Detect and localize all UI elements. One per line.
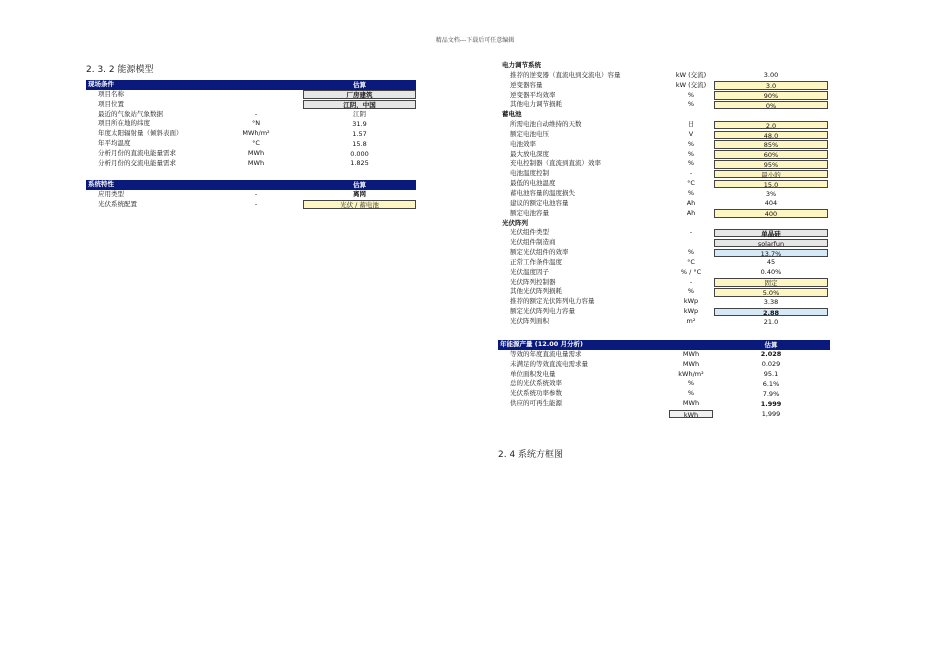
- row-value[interactable]: 0%: [714, 101, 828, 110]
- row-label: 正常工作条件温度: [510, 257, 562, 266]
- row-unit: V: [688, 129, 694, 138]
- table-row: [498, 258, 830, 268]
- row-unit: kW (交流): [675, 70, 707, 79]
- row-label: 逆变器平均效率: [510, 90, 556, 99]
- band-label: 年能源产量 (12.00 月分析): [500, 340, 584, 348]
- row-value[interactable]: 5.0%: [714, 288, 828, 297]
- site-conditions-table: [86, 80, 416, 169]
- table-row: [498, 169, 830, 179]
- row-value[interactable]: 单晶硅: [714, 229, 828, 238]
- row-label: 其他电力调节损耗: [510, 100, 562, 109]
- row-value[interactable]: 95%: [714, 160, 828, 169]
- row-label: 逆变器容量: [510, 80, 543, 89]
- row-label: 额定光伏阵列电力容量: [510, 307, 575, 316]
- row-label: 充电控制器（直流到直流）效率: [510, 159, 601, 168]
- row-value: 0.000: [350, 149, 369, 158]
- row-unit: MWh: [682, 349, 700, 358]
- table-row: [498, 317, 830, 327]
- row-value: 404: [764, 199, 778, 208]
- table-row: [498, 238, 830, 248]
- section-label: 光伏阵列: [502, 218, 528, 227]
- site-conditions-band: [86, 80, 416, 90]
- row-label: 分析月份的直流电能量需求: [98, 148, 176, 157]
- row-value: 0.40%: [760, 268, 782, 277]
- row-value: 离网: [353, 190, 366, 199]
- table-row: [86, 110, 416, 120]
- row-label: 项目位置: [98, 99, 124, 108]
- row-unit: kW (交流): [675, 80, 707, 89]
- row-unit: °C: [687, 179, 695, 188]
- table-row: [498, 150, 830, 160]
- row-label: 最近的气象站气象数据: [98, 109, 163, 118]
- row-unit: %: [687, 379, 695, 388]
- table-row: [498, 297, 830, 307]
- table-row: [86, 129, 416, 139]
- row-unit: °C: [687, 257, 695, 266]
- table-row: [498, 199, 830, 209]
- row-label: 光伏阵列控制器: [510, 277, 556, 286]
- table-row: [86, 90, 416, 100]
- table-row: [86, 139, 416, 149]
- row-value: 2.028: [760, 350, 782, 359]
- row-label: 项目所在地的纬度: [98, 119, 150, 128]
- row-label: 光伏阵列面积: [510, 316, 549, 325]
- row-unit: °N: [251, 119, 261, 128]
- row-value[interactable]: 3.0: [714, 81, 828, 90]
- system-characteristics-table: [86, 180, 416, 210]
- row-unit: %: [687, 389, 695, 398]
- table-row: [498, 287, 830, 297]
- table-row: [498, 140, 830, 150]
- band-label: 现场条件: [88, 80, 114, 88]
- row-label: 电池效率: [510, 139, 536, 148]
- row-value: 江阴: [353, 110, 366, 119]
- table-row: [86, 200, 416, 210]
- row-unit: kWp: [683, 307, 699, 316]
- row-label: 额定光伏组件的效率: [510, 248, 569, 257]
- row-label: 额定电池容量: [510, 208, 549, 217]
- band-label: 系统特性: [88, 180, 114, 188]
- table-row: [498, 209, 830, 219]
- row-unit: Ah: [686, 208, 696, 217]
- row-unit: °C: [252, 139, 260, 148]
- row-unit: -: [689, 169, 693, 178]
- row-unit: -: [254, 109, 258, 118]
- row-value: 0.029: [761, 360, 781, 369]
- table-row: [498, 248, 830, 258]
- row-value: 7.9%: [762, 389, 780, 398]
- section-title-block-diagram: 2. 4 系统方框图: [498, 450, 564, 460]
- table-row: [498, 179, 830, 189]
- table-row: [498, 189, 830, 199]
- row-unit: %: [687, 159, 695, 168]
- row-value: 1,999: [761, 409, 781, 418]
- row-label: 未满足的等效直流电需求量: [510, 359, 588, 368]
- table-row: [498, 307, 830, 317]
- row-label: 建议的额定电池容量: [510, 198, 569, 207]
- table-row: [498, 370, 830, 380]
- row-unit: kWh/m²: [678, 369, 704, 378]
- row-label: 推荐的额定光伏阵列电力容量: [510, 297, 595, 306]
- table-row: [498, 81, 830, 91]
- row-unit: % / °C: [680, 267, 702, 276]
- row-label: 总的光伏系统效率: [510, 379, 562, 388]
- table-row: [498, 379, 830, 389]
- row-unit: %: [687, 149, 695, 158]
- row-value[interactable]: 15.0: [714, 180, 828, 189]
- row-label: 供应的可再生能源: [510, 399, 562, 408]
- row-unit: -: [689, 277, 693, 286]
- power-section-title: [498, 61, 830, 71]
- row-label: 最大放电深度: [510, 149, 549, 158]
- row-value: 3%: [765, 189, 777, 198]
- table-row: [498, 159, 830, 169]
- row-label: 等效的年度直流电量需求: [510, 349, 582, 358]
- table-row: [86, 159, 416, 169]
- row-label: 最低的电池温度: [510, 179, 556, 188]
- row-value[interactable]: 江阴，中国: [303, 100, 416, 109]
- row-label: 光伏温度因子: [510, 267, 549, 276]
- row-label: 应用类型: [98, 189, 124, 198]
- annual-energy-table: [498, 340, 830, 419]
- row-label: 电池温度控制: [510, 169, 549, 178]
- row-label: 年平均温度: [98, 139, 131, 148]
- row-value[interactable]: 48.0: [714, 131, 828, 140]
- row-value: 1.999: [760, 399, 782, 408]
- row-value[interactable]: 400: [714, 209, 828, 218]
- row-unit: MWh: [682, 399, 700, 408]
- row-label: 光伏系统功率参数: [510, 389, 562, 398]
- row-unit: %: [687, 287, 695, 296]
- table-row: [86, 190, 416, 200]
- row-value[interactable]: solarfun: [714, 239, 828, 248]
- table-row: [498, 268, 830, 278]
- table-row: [498, 409, 830, 419]
- table-row: [498, 350, 830, 360]
- band-estimate-label: 估算: [764, 340, 778, 349]
- row-unit: -: [689, 228, 693, 237]
- row-label: 分析月份的交流电能量需求: [98, 158, 176, 167]
- row-unit: -: [254, 189, 258, 198]
- unit-selector[interactable]: kWh: [669, 410, 713, 419]
- row-value[interactable]: 厂房建筑: [303, 90, 416, 99]
- table-row: [498, 389, 830, 399]
- row-unit: %: [687, 248, 695, 257]
- row-label: 光伏组件制造商: [510, 238, 556, 247]
- annual-energy-band: [498, 340, 830, 350]
- row-value[interactable]: 13.7%: [714, 249, 828, 258]
- row-value[interactable]: 固定: [714, 278, 828, 287]
- row-value: 1.825: [350, 159, 369, 168]
- table-row: [498, 228, 830, 238]
- system-characteristics-band: [86, 180, 416, 190]
- row-label: 蓄电池容量的温度损失: [510, 188, 575, 197]
- row-value: 31.9: [352, 119, 367, 128]
- band-estimate-label: 估算: [353, 180, 366, 189]
- pv-system-table: [498, 61, 830, 327]
- row-label: 光伏组件类型: [510, 228, 549, 237]
- row-unit: %: [687, 188, 695, 197]
- row-value[interactable]: 最小的: [714, 170, 828, 179]
- row-label: 所需电池自动维持的天数: [510, 120, 582, 129]
- page-header-note: 精品文档---下载后可任意编辑: [435, 37, 515, 44]
- row-value[interactable]: 90%: [714, 91, 828, 100]
- row-value: 1.57: [352, 129, 367, 138]
- row-label: 其他光伏阵列损耗: [510, 287, 562, 296]
- row-value[interactable]: 85%: [714, 140, 828, 149]
- section-label: 蓄电池: [502, 110, 522, 119]
- row-unit: %: [687, 90, 695, 99]
- row-unit: MWh: [247, 148, 265, 157]
- row-label: 额定电池电压: [510, 129, 549, 138]
- row-unit: %: [687, 100, 695, 109]
- table-row: [86, 100, 416, 110]
- table-row: [498, 120, 830, 130]
- band-estimate-label: 估算: [353, 80, 366, 89]
- row-label: 单位面积发电量: [510, 369, 556, 378]
- table-row: [498, 130, 830, 140]
- row-value[interactable]: 2.0: [714, 121, 828, 130]
- pv-section-title: [498, 219, 830, 229]
- table-row: [86, 149, 416, 159]
- table-row: [498, 100, 830, 110]
- row-label: 项目名称: [98, 89, 124, 98]
- row-unit: %: [687, 139, 695, 148]
- table-row: [498, 399, 830, 409]
- battery-section-title: [498, 110, 830, 120]
- row-unit: MWh/m²: [242, 129, 270, 138]
- row-unit: kWp: [683, 297, 699, 306]
- row-unit: -: [254, 199, 258, 208]
- row-unit: MWh: [247, 158, 265, 167]
- row-value: 21.0: [763, 317, 779, 326]
- row-unit: m²: [686, 316, 696, 325]
- row-label: 光伏系统配置: [98, 199, 137, 208]
- table-row: [498, 278, 830, 288]
- row-value[interactable]: 60%: [714, 150, 828, 159]
- section-title-energy-model: 2. 3. 2 能源模型: [86, 65, 154, 75]
- row-value: 3.00: [763, 71, 779, 80]
- row-value: 45: [766, 258, 776, 267]
- row-unit: MWh: [682, 359, 700, 368]
- table-row: [498, 91, 830, 101]
- row-value: 3.38: [763, 297, 779, 306]
- row-value: 95.1: [763, 370, 779, 379]
- row-unit: 日: [687, 120, 695, 129]
- row-label: 年度太阳辐射量（倾斜表面）: [98, 129, 183, 138]
- table-row: [498, 360, 830, 370]
- row-value[interactable]: 2.88: [714, 308, 828, 317]
- row-unit: Ah: [686, 198, 696, 207]
- row-value: 15.8: [352, 139, 367, 148]
- table-row: [498, 71, 830, 81]
- row-value: 6.1%: [762, 379, 780, 388]
- section-label: 电力调节系统: [502, 61, 541, 69]
- row-label: 推荐的逆变器（直流电到交流电）容量: [510, 70, 621, 79]
- table-row: [86, 119, 416, 129]
- row-value[interactable]: 光伏 / 蓄电池: [303, 200, 416, 209]
